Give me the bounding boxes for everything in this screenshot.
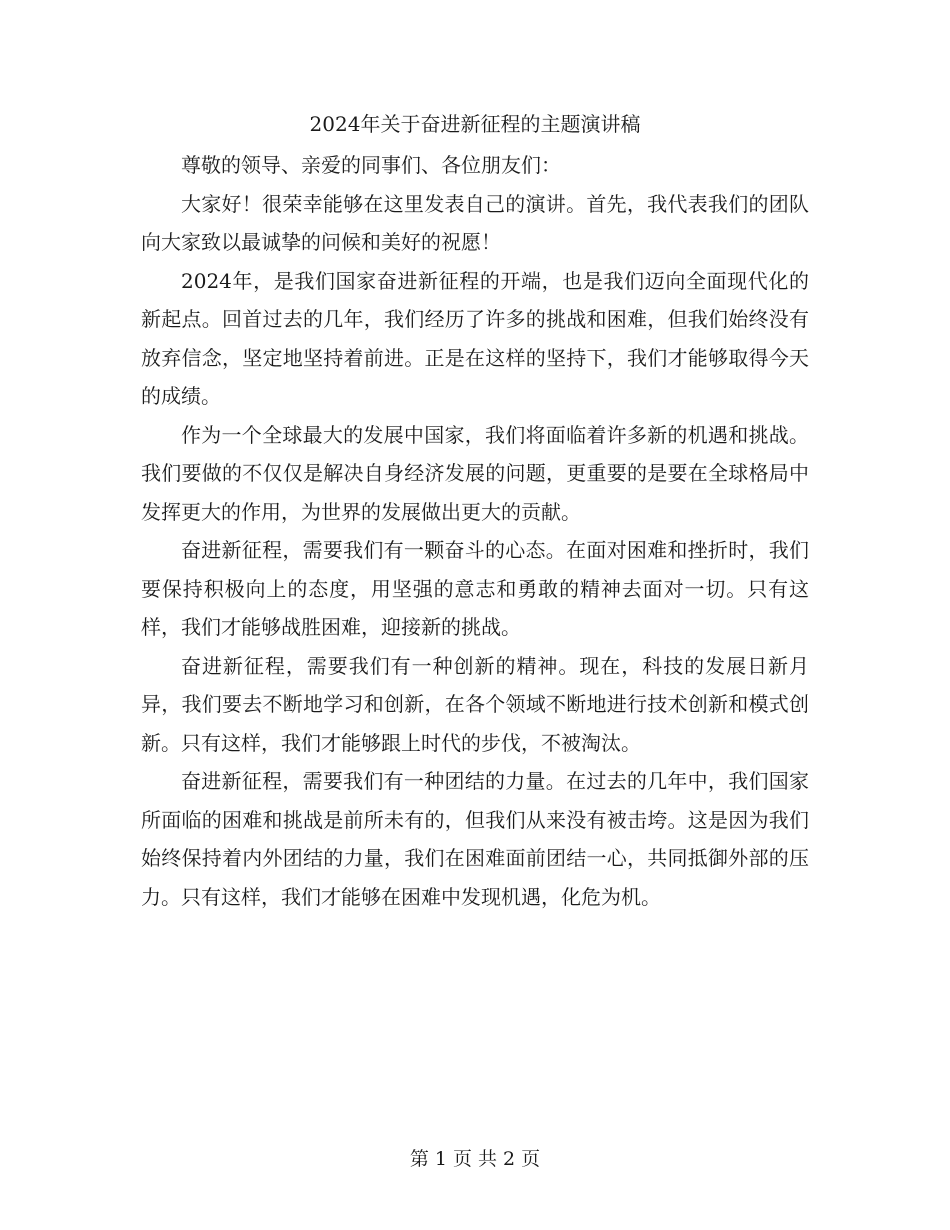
body-paragraph: 作为一个全球最大的发展中国家，我们将面临着许多新的机遇和挑战。我们要做的不仅仅是解决自身经济发展的问题，更重要的是要在全球格局中发挥更大的作用，为世界的发展做出更大的贡献。 [141,422,809,524]
document-title: 2024年关于奋进新征程的主题演讲稿 [309,112,641,136]
greeting-paragraph: 大家好！很荣幸能够在这里发表自己的演讲。首先，我代表我们的团队向大家致以最诚挚的问候和美好的祝愿！ [141,191,809,254]
body-paragraph: 奋进新征程，需要我们有一颗奋斗的心态。在面对困难和挫折时，我们要保持积极向上的态度，用坚强的意志和勇敢的精神去面对一切。只有这样，我们才能够战胜困难，迎接新的挑战。 [141,538,809,639]
body-paragraph: 奋进新征程，需要我们有一种团结的力量。在过去的几年中，我们国家所面临的困难和挑战是前所未有的，但我们从来没有被击垮。这是因为我们始终保持着内外团结的力量，我们在困难面前团结一心，共同抵御外部的压力。只有这样，我们才能够在困难中发现机遇，化危为机。 [141,769,809,909]
salutation-paragraph: 尊敬的领导、亲爱的同事们、各位朋友们： [181,153,561,177]
document-body [141,146,809,916]
body-paragraph: 奋进新征程，需要我们有一种创新的精神。现在，科技的发展日新月异，我们要去不断地学习和创新，在各个领域不断地进行技术创新和模式创新。只有这样，我们才能够跟上时代的步伐，不被淘汰。 [141,653,809,755]
page-number-footer: 第 1 页 共 2 页 [409,1148,541,1170]
body-paragraph: 2024年，是我们国家奋进新征程的开端，也是我们迈向全面现代化的新起点。回首过去的几年，我们经历了许多的挑战和困难，但我们始终没有放弃信念，坚定地坚持着前进。正是在这样的坚持下，我们才能够取得今天的成绩。 [141,268,809,408]
